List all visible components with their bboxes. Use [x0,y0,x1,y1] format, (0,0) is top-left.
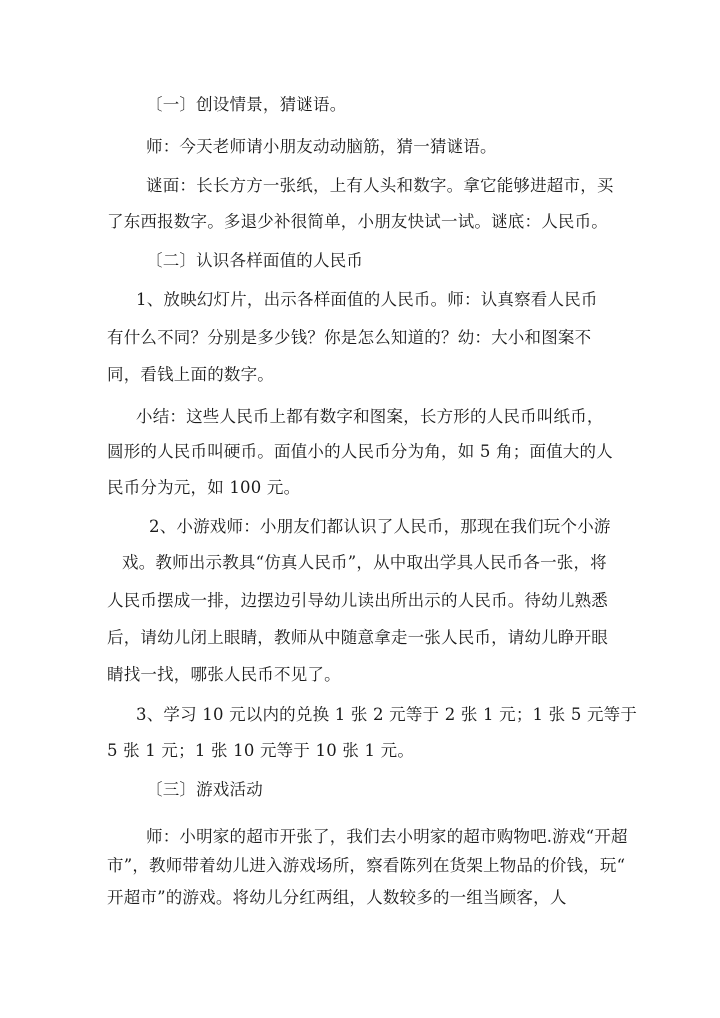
paragraph-line: 2、小游戏师：小朋友们都认识了人民币，那现在我们玩个小游 [149,517,611,536]
paragraph-line: 人民币摆成一排，边摆边引导幼儿读出所出示的人民币。待幼儿熟悉 [107,591,608,610]
paragraph-line: 戏。教师出示教具“仿真人民币”，从中取出学具人民币各一张，将 [122,553,607,572]
paragraph-line: 师：小明家的超市开张了，我们去小明家的超市购物吧.游戏“开超 [146,827,628,846]
paragraph-line: 圆形的人民币叫硬币。面值小的人民币分为角，如 5 角；面值大的人 [107,442,613,461]
paragraph-line: 同，看钱上面的数字。 [107,365,274,384]
section-heading-2: 〔二〕认识各样面值的人民币 [146,251,364,270]
paragraph-line: 市”，教师带着幼儿进入游戏场所，察看陈列在货架上物品的价钱，玩“ [107,856,626,875]
paragraph-line: 了东西报数字。多退少补很简单，小朋友快试一试。谜底：人民币。 [107,212,608,231]
section-heading-1: 〔一〕创设情景，猜谜语。 [146,95,347,114]
paragraph-line: 1、放映幻灯片，出示各样面值的人民币。师：认真察看人民币 [136,290,598,309]
paragraph-line: 睛找一找，哪张人民币不见了。 [107,665,341,684]
paragraph-line: 谜面：长长方方一张纸，上有人头和数字。拿它能够进超市，买 [146,176,614,195]
paragraph-line: 小结：这些人民币上都有数字和图案，长方形的人民币叫纸币， [136,407,604,426]
paragraph-line: 开超市”的游戏。将幼儿分红两组，人数较多的一组当顾客，人 [107,888,567,907]
section-heading-3: 〔三〕游戏活动 [146,780,263,799]
paragraph-line: 有什么不同？分别是多少钱？你是怎么知道的？幼：大小和图案不 [107,328,592,347]
paragraph-line: 5 张 1 元；1 张 10 元等于 10 张 1 元。 [107,741,415,760]
paragraph-line: 民币分为元，如 100 元。 [107,478,301,497]
paragraph-line: 后，请幼儿闭上眼睛，教师从中随意拿走一张人民币，请幼儿睁开眼 [107,628,608,647]
paragraph-line: 3、学习 10 元以内的兑换 1 张 2 元等于 2 张 1 元；1 张 5 元等于 [136,705,638,724]
paragraph-line: 师：今天老师请小朋友动动脑筋，猜一猜谜语。 [146,137,497,156]
